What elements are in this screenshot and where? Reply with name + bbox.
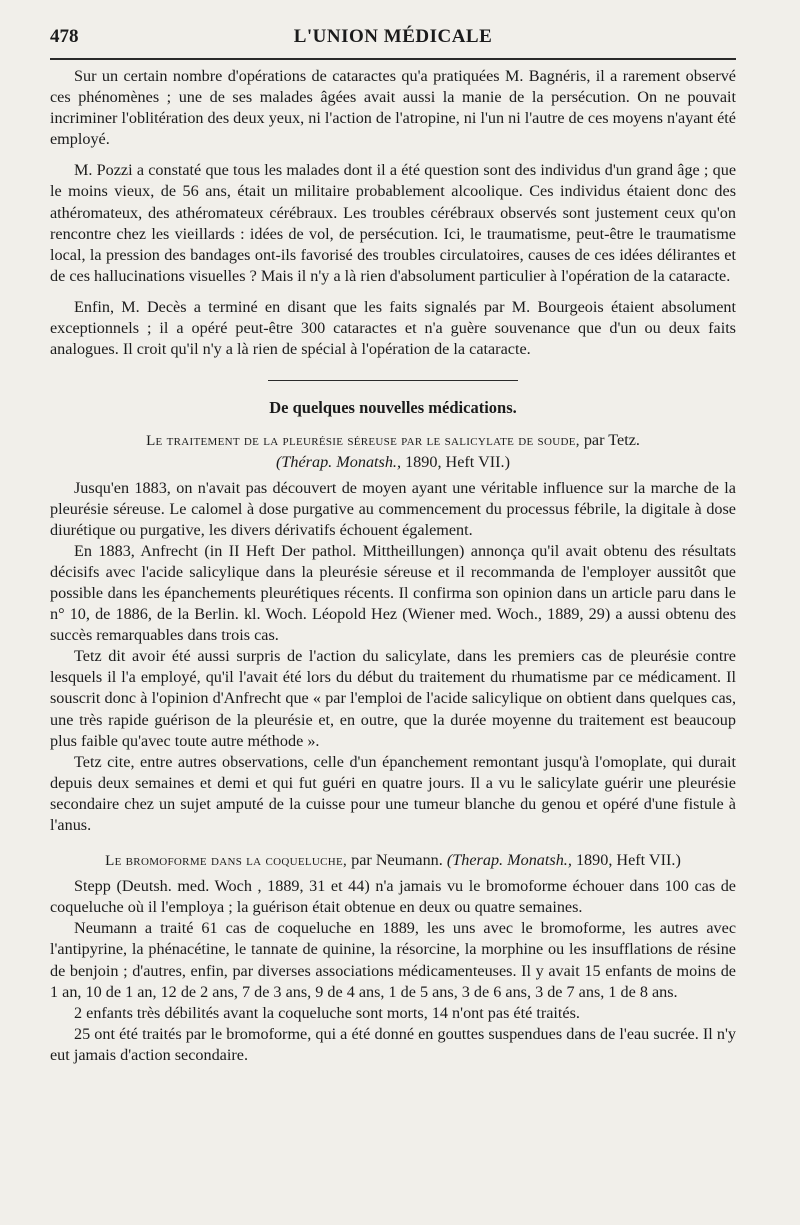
section-divider: [268, 380, 518, 381]
paragraph: Neumann a traité 61 cas de coqueluche en 1889, les uns avec le bromoforme, les autres avec l'antipyrine, la phénacétine, le tannate de quinine, la résorcine, la morphine ou les insufflations de résine de benjoin ; d'autres, enfin, par diverses associations médicamenteuses. Il y avait 15 enfants de moins de 1 an, 10 de 1 an, 12 de 2 ans, 7 de 3 ans, 9 de 4 ans, 1 de 5 ans, 3 de 6 ans, 3 de 7 ans, 1 de 8 ans.: [50, 919, 736, 1001]
article-title-text: Le bromoforme dans la coqueluche,: [105, 853, 348, 870]
paragraph: 2 enfants très débilités avant la coqueluche sont morts, 14 n'ont pas été traités.: [74, 1003, 580, 1022]
paragraph: En 1883, Anfrecht (in II Heft Der pathol. Mittheillungen) annonça qu'il avait obtenu des résultats décisifs avec l'acide salicylique dans la pleurésie séreuse et il recommanda de l'employer aussitôt que possible dans les épanchements pleurétiques récents. Il confirma son opinion dans un article paru dans le n° 10, de 1886, de la Berlin. kl. Woch. Léopold Hez (Wiener med. Woch., 1889, 29) a aussi obtenu des succès remarquables dans trois cas.: [50, 541, 736, 645]
header-rule: [50, 58, 736, 60]
paragraph: Enfin, M. Decès a terminé en disant que les faits signalés par M. Bourgeois étaient absolument exceptionnels ; il a opéré peut-être 300 cataractes et n'a guère souvenance que d'un ou deux faits analogues. Il croit qu'il n'y a là rien de spécial à l'opération de la cataracte.: [50, 297, 736, 359]
section-title: De quelques nouvelles médications.: [269, 398, 517, 418]
running-title: L'UNION MÉDICALE: [293, 26, 493, 47]
paragraph: M. Pozzi a constaté que tous les malades dont il a été question sont des individus d'un grand âge ; que le moins vieux, de 56 ans, était un militaire probablement alcoolique. Ces individus étaient donc des athéromateux, des athéromateux cérébraux. Les troubles cérébraux observés sont justement ceux qu'on rencontre chez les vieillards : idées de vol, de persécution. Ici, le traumatisme, peut-être le traumatisme local, la pression des bandages ont-ils favorisé des troubles circulatoires, causes de ces idées délirantes et de ces hallucinations visuelles ? Mais il n'y a là rien d'absolument particulier à l'opération de la cataracte.: [50, 161, 736, 285]
article-source: [50, 452, 736, 473]
article-source-journal: (Therap. Monatsh.,: [442, 851, 572, 870]
article-title: [50, 430, 736, 452]
body-text: [50, 66, 736, 1066]
paragraph: Stepp (Deutsh. med. Woch , 1889, 31 et 44) n'a jamais vu le bromoforme échouer dans 100 cas de coqueluche où il l'employa ; la guérison était obtenue en deux ou quatre semaines.: [50, 877, 736, 917]
article-author: par Neumann.: [347, 851, 443, 870]
page-number: 478: [50, 26, 79, 47]
paragraph: Tetz cite, entre autres observations, celle d'un épanchement remontant jusqu'à l'omoplate, qui durait depuis deux semaines et demi et qui fut guéri en quatre jours. Il a vu le salicylate guérir une pleurésie secondaire chez un sujet amputé de la cuisse pour une tumeur blanche du genou et opéré d'une fistule à l'anus.: [50, 752, 736, 834]
article-title: [50, 850, 736, 872]
paragraph: 25 ont été traités par le bromoforme, qui a été donné en gouttes suspendues dans de l'eau sucrée. Il n'y eut jamais d'action secondaire.: [50, 1024, 736, 1064]
paragraph: Sur un certain nombre d'opérations de cataractes qu'a pratiquées M. Bagnéris, il a rarement observé ces phénomènes ; une de ses malades âgées avait aussi la manie de la persécution. On ne pouvait incriminer l'oblitération des deux yeux, ni l'action de l'atropine, ni l'un ni l'autre de ces moyens n'ayant été employé.: [50, 67, 736, 149]
paragraph: Tetz dit avoir été aussi surpris de l'action du salicylate, dans les premiers cas de pleurésie contre lesquels il l'a employé, qu'il l'avait été lors du début du traitement du rhumatisme par ce médicament. Il souscrit donc à l'opinion d'Anfrecht que « par l'emploi de l'acide salicylique on obtient dans quelques cas, une très rapide guérison de la pleurésie et, en outre, que la durée moyenne du traitement est beaucoup plus faible qu'avec toute autre méthode ».: [50, 647, 736, 750]
article-source-journal: (Thérap. Monatsh.,: [276, 453, 402, 472]
paragraph: Jusqu'en 1883, on n'avait pas découvert de moyen ayant une véritable influence sur la marche de la pleurésie séreuse. Le calomel à dose purgative au commencement du processus fébrile, la digitale à dose diurétique ou purgative, les divers dérivatifs échouent également.: [50, 478, 736, 539]
article-source-detail: 1890, Heft VII.): [571, 851, 681, 870]
page-header: [50, 24, 736, 60]
article-source-detail: 1890, Heft VII.): [401, 453, 510, 472]
article-author: par Tetz.: [579, 431, 640, 450]
article-title-text: Le traitement de la pleurésie séreuse par le salicylate de soude,: [146, 433, 580, 450]
